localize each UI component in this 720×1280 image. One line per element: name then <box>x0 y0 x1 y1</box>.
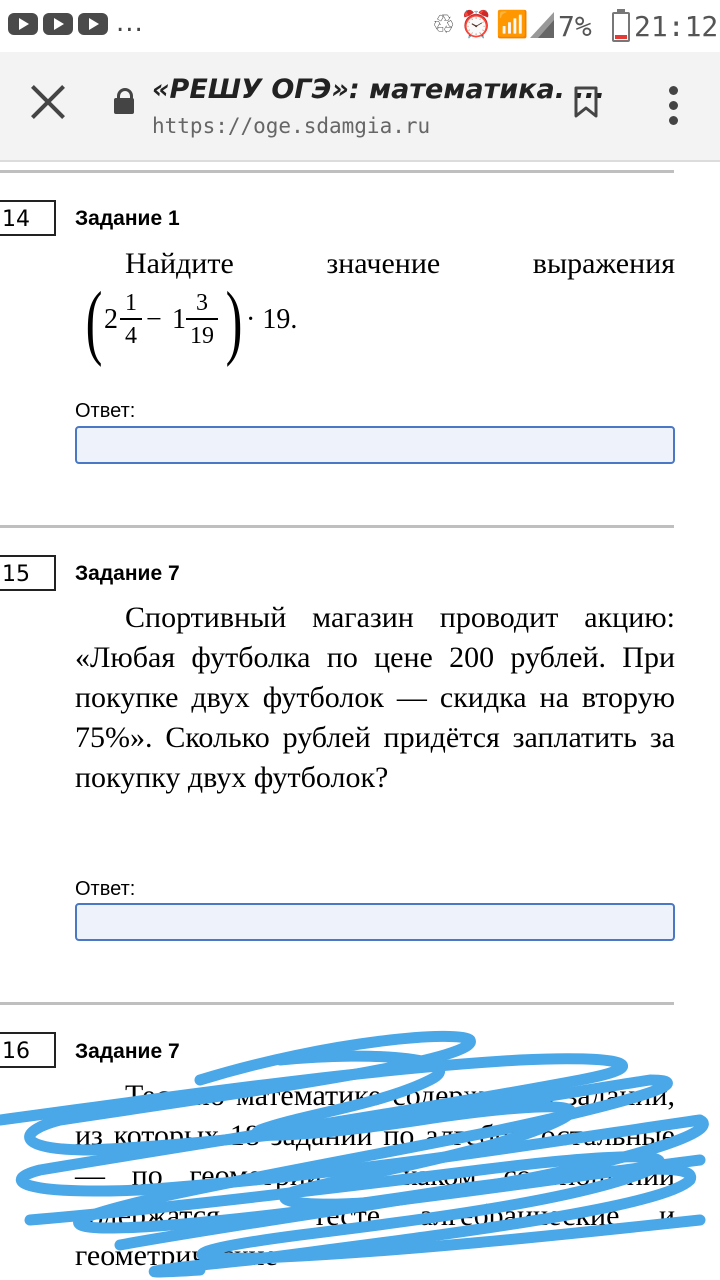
youtube-icon <box>78 13 108 35</box>
task-text: Тест по математике содержит 30 заданий, из которых 18 заданий по алгебре, остальные — по геометрии. В каком соотношении содержатся в тесте алгебраические и геометрические <box>75 1079 675 1272</box>
answer-input[interactable] <box>75 903 675 941</box>
formula-whole: 1 <box>172 304 186 335</box>
task-number: 15 <box>0 555 56 591</box>
task-number: 16 <box>0 1032 56 1068</box>
alarm-icon: ⏰ <box>460 10 493 40</box>
answer-label: Ответ: <box>75 400 136 422</box>
bookmark-icon[interactable] <box>574 86 598 118</box>
page-title[interactable]: «РЕШУ ОГЭ»: математика. ... <box>152 74 606 105</box>
formula-fraction: 3 19 <box>186 288 218 350</box>
battery-percent: 7% <box>558 10 592 43</box>
signal-icon <box>530 12 554 38</box>
task-title: Задание 1 <box>75 207 180 230</box>
divider <box>0 170 674 173</box>
task-formula: ( 2 1 4 − 1 3 19 ) · 19. <box>85 275 298 368</box>
browser-toolbar <box>0 52 720 162</box>
formula-fraction: 1 4 <box>120 288 142 350</box>
lock-icon <box>114 98 134 114</box>
task-number: 14 <box>0 200 56 236</box>
close-icon[interactable] <box>28 82 68 122</box>
more-vert-icon[interactable] <box>664 84 684 128</box>
divider <box>0 525 674 528</box>
more-notifications: ... <box>116 8 144 38</box>
answer-label: Ответ: <box>75 878 136 900</box>
status-bar <box>0 0 720 52</box>
youtube-icon <box>8 13 38 35</box>
wifi-icon: 📶 <box>496 10 529 40</box>
task-title: Задание 7 <box>75 562 180 585</box>
battery-icon <box>612 12 630 42</box>
answer-input[interactable] <box>75 426 675 464</box>
formula-minus: − <box>146 304 162 335</box>
formula-whole: 2 <box>104 304 118 335</box>
task-text: Спортивный магазин проводит акцию: «Любая футболка по цене 200 рублей. При покупке двух футболок — скидка на вторую 75%». Сколько рублей придётся заплатить за покупку двух футболок? <box>75 601 675 794</box>
page-url[interactable]: https://oge.sdamgia.ru <box>152 114 431 138</box>
youtube-icon <box>43 13 73 35</box>
task-title: Задание 7 <box>75 1040 180 1063</box>
divider <box>0 1002 674 1005</box>
recycle-icon: ♲ <box>432 10 456 40</box>
formula-tail: · 19. <box>246 304 298 335</box>
task-text: Найдите значение выражения <box>125 247 675 280</box>
clock: 21:12 <box>634 10 719 43</box>
